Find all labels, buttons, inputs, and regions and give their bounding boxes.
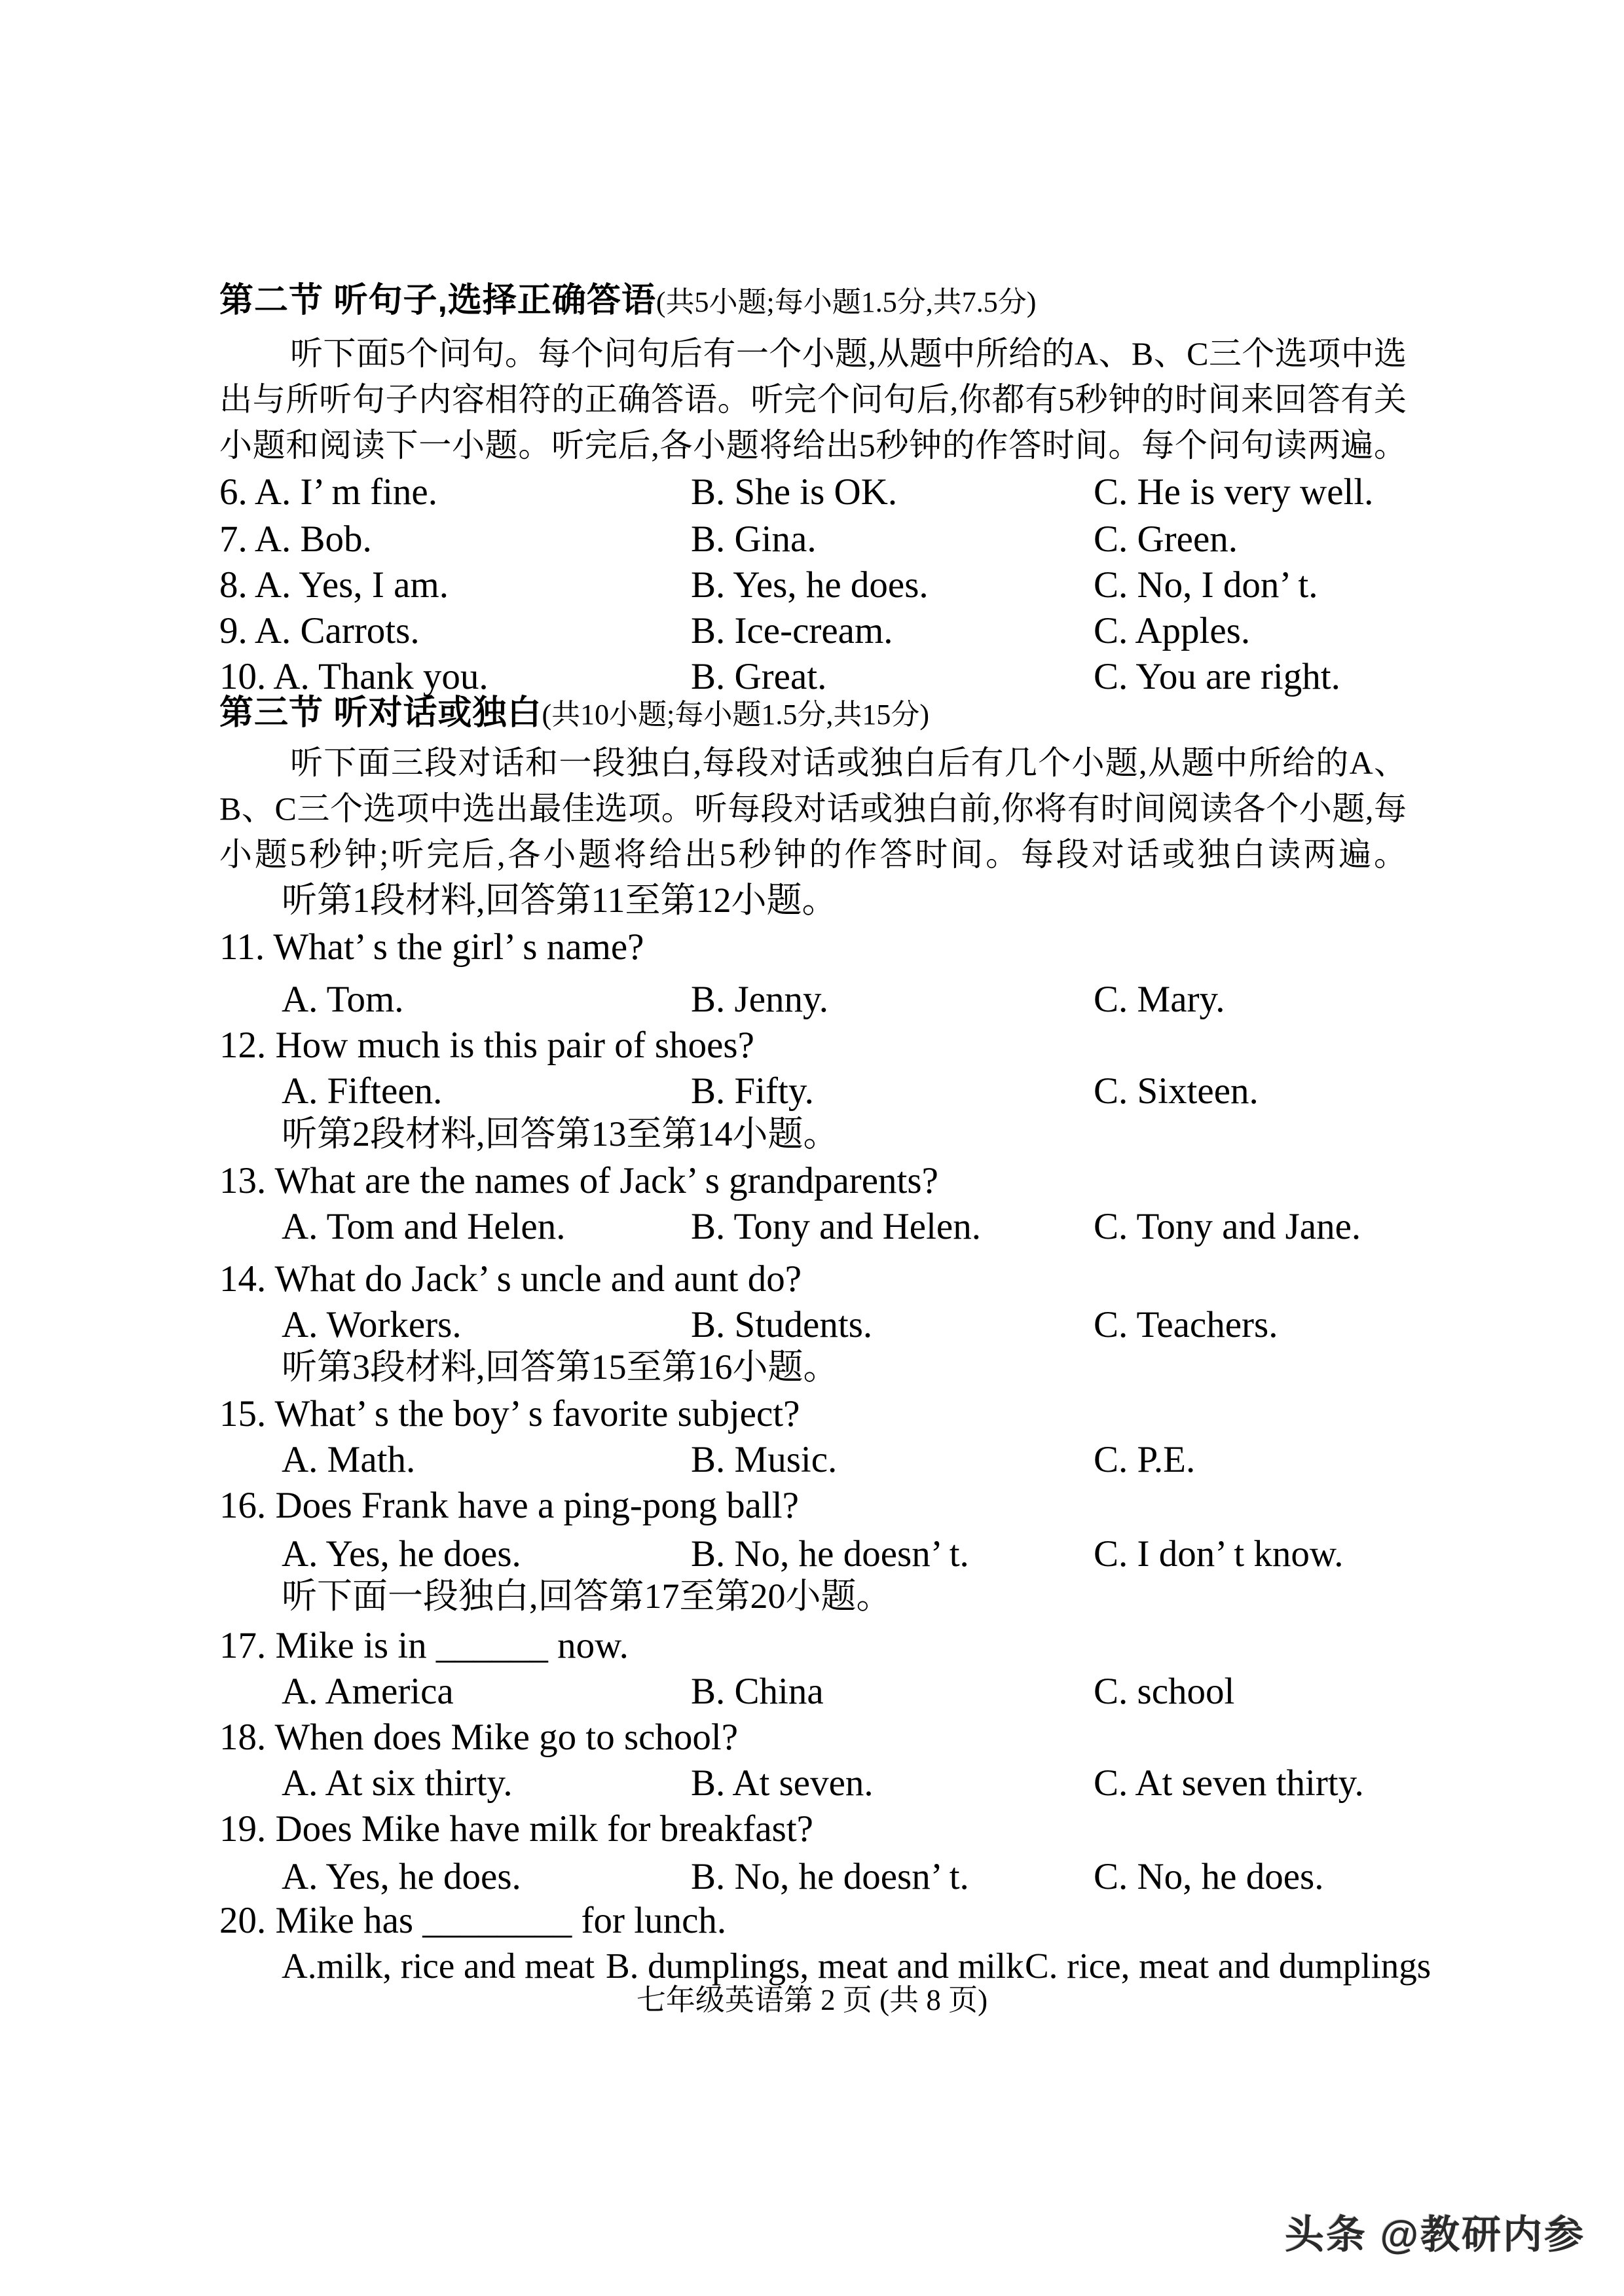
q11-option-a: A. Tom. xyxy=(282,979,404,1020)
section3-heading xyxy=(219,693,929,734)
q6-option-a: 6. A. I’ m fine. xyxy=(219,471,437,513)
q16-option-b: B. No, he doesn’ t. xyxy=(691,1533,969,1575)
q12-option-b: B. Fifty. xyxy=(691,1070,814,1112)
question-15-options xyxy=(219,1438,1408,1482)
material-1-note: 听第1段材料,回答第11至第12小题。 xyxy=(282,881,838,920)
q18-option-c: C. At seven thirty. xyxy=(1094,1762,1364,1804)
question-19-options xyxy=(219,1855,1408,1899)
q16-option-a: A. Yes, he does. xyxy=(282,1533,521,1575)
section3-title-paren: (共10小题;每小题1.5分,共15分) xyxy=(542,699,929,731)
question-row-7 xyxy=(219,517,1408,562)
q19-option-c: C. No, he does. xyxy=(1094,1856,1324,1897)
q12-option-a: A. Fifteen. xyxy=(282,1070,443,1112)
q13-option-c: C. Tony and Jane. xyxy=(1094,1206,1361,1247)
question-row-6 xyxy=(219,470,1408,515)
q15-option-a: A. Math. xyxy=(282,1439,416,1480)
q7-option-c: C. Green. xyxy=(1094,519,1238,560)
q9-option-a: 9. A. Carrots. xyxy=(219,610,420,651)
q18-option-a: A. At six thirty. xyxy=(282,1762,513,1804)
section2-heading xyxy=(219,280,1036,321)
question-20-text: 20. Mike has ________ for lunch. xyxy=(219,1900,727,1941)
q16-option-c: C. I don’ t know. xyxy=(1094,1533,1344,1575)
section2-title-paren: (共5小题;每小题1.5分,共7.5分) xyxy=(655,286,1037,318)
question-row-9 xyxy=(219,609,1408,653)
section2-intro-line-2: 出与所听句子内容相符的正确答语。听完个问句后,你都有5秒钟的时间来回答有关 xyxy=(219,381,1407,418)
q17-option-a: A. America xyxy=(282,1671,454,1712)
q19-option-b: B. No, he doesn’ t. xyxy=(691,1856,969,1897)
q14-option-b: B. Students. xyxy=(691,1304,873,1345)
question-20-options xyxy=(219,1944,1431,1988)
q20-option-a: A.milk, rice and meat xyxy=(282,1946,595,1986)
question-12-options xyxy=(219,1069,1408,1114)
question-19-text: 19. Does Mike have milk for breakfast? xyxy=(219,1808,813,1850)
section2-intro-line-3: 小题和阅读下一小题。听完后,各小题将给出5秒钟的作答时间。每个问句读两遍。 xyxy=(219,427,1407,464)
question-11-text: 11. What’ s the girl’ s name? xyxy=(219,926,644,968)
question-18-text: 18. When does Mike go to school? xyxy=(219,1717,739,1758)
material-2-note: 听第2段材料,回答第13至第14小题。 xyxy=(282,1114,839,1154)
question-14-text: 14. What do Jack’ s uncle and aunt do? xyxy=(219,1258,802,1300)
section3-intro-line-2: B、C三个选项中选出最佳选项。听每段对话或独白前,你将有时间阅读各个小题,每 xyxy=(219,790,1407,827)
q19-option-a: A. Yes, he does. xyxy=(282,1856,521,1897)
q10-option-a: 10. A. Thank you. xyxy=(219,656,489,697)
q13-option-b: B. Tony and Helen. xyxy=(691,1206,981,1247)
question-16-text: 16. Does Frank have a ping-pong ball? xyxy=(219,1485,799,1526)
question-17-text: 17. Mike is in ______ now. xyxy=(219,1625,629,1666)
q14-option-a: A. Workers. xyxy=(282,1304,462,1345)
question-12-text: 12. How much is this pair of shoes? xyxy=(219,1025,754,1066)
question-11-options xyxy=(219,977,1408,1022)
q8-option-b: B. Yes, he does. xyxy=(691,564,929,606)
q20-option-c: C. rice, meat and dumplings xyxy=(1025,1946,1431,1986)
question-row-8 xyxy=(219,563,1408,608)
q15-option-c: C. P.E. xyxy=(1094,1439,1196,1480)
question-15-text: 15. What’ s the boy’ s favorite subject? xyxy=(219,1393,800,1434)
page-footer: 七年级英语第 2 页 (共 8 页) xyxy=(636,1984,988,2016)
section2-title: 第二节 听句子,选择正确答语 xyxy=(219,282,656,319)
q13-option-a: A. Tom and Helen. xyxy=(282,1206,566,1247)
q7-option-b: B. Gina. xyxy=(691,519,817,560)
q9-option-c: C. Apples. xyxy=(1094,610,1251,651)
q8-option-c: C. No, I don’ t. xyxy=(1094,564,1318,606)
q8-option-a: 8. A. Yes, I am. xyxy=(219,564,449,606)
q15-option-b: B. Music. xyxy=(691,1439,838,1480)
q18-option-b: B. At seven. xyxy=(691,1762,874,1804)
q12-option-c: C. Sixteen. xyxy=(1094,1070,1259,1112)
q11-option-b: B. Jenny. xyxy=(691,979,829,1020)
section3-intro-line-3: 小题5秒钟;听完后,各小题将给出5秒钟的作答时间。每段对话或独白读两遍。 xyxy=(219,836,1407,873)
material-4-note: 听下面一段独白,回答第17至第20小题。 xyxy=(282,1576,892,1616)
q20-option-b: B. dumplings, meat and milk xyxy=(606,1946,1024,1986)
q6-option-b: B. She is OK. xyxy=(691,471,898,513)
q10-option-c: C. You are right. xyxy=(1094,656,1340,697)
q17-option-b: B. China xyxy=(691,1671,824,1712)
q7-option-a: 7. A. Bob. xyxy=(219,519,372,560)
question-16-options xyxy=(219,1532,1408,1576)
q10-option-b: B. Great. xyxy=(691,656,827,697)
q9-option-b: B. Ice-cream. xyxy=(691,610,893,651)
q11-option-c: C. Mary. xyxy=(1094,979,1225,1020)
material-3-note: 听第3段材料,回答第15至第16小题。 xyxy=(282,1347,839,1387)
section3-title: 第三节 听对话或独白 xyxy=(219,694,542,732)
question-13-options xyxy=(219,1205,1408,1249)
section3-intro-line-1: 听下面三段对话和一段独白,每段对话或独白后有几个小题,从题中所给的A、 xyxy=(290,744,1407,781)
q14-option-c: C. Teachers. xyxy=(1094,1304,1278,1345)
question-14-options xyxy=(219,1303,1408,1347)
question-13-text: 13. What are the names of Jack’ s grandparents? xyxy=(219,1160,938,1201)
watermark: 头条 @教研内参 xyxy=(1285,2213,1586,2257)
q6-option-c: C. He is very well. xyxy=(1094,471,1374,513)
q17-option-c: C. school xyxy=(1094,1671,1235,1712)
section2-intro-line-1: 听下面5个问句。每个问句后有一个小题,从题中所给的A、B、C三个选项中选 xyxy=(290,335,1407,372)
question-17-options xyxy=(219,1669,1408,1714)
question-18-options xyxy=(219,1761,1408,1806)
